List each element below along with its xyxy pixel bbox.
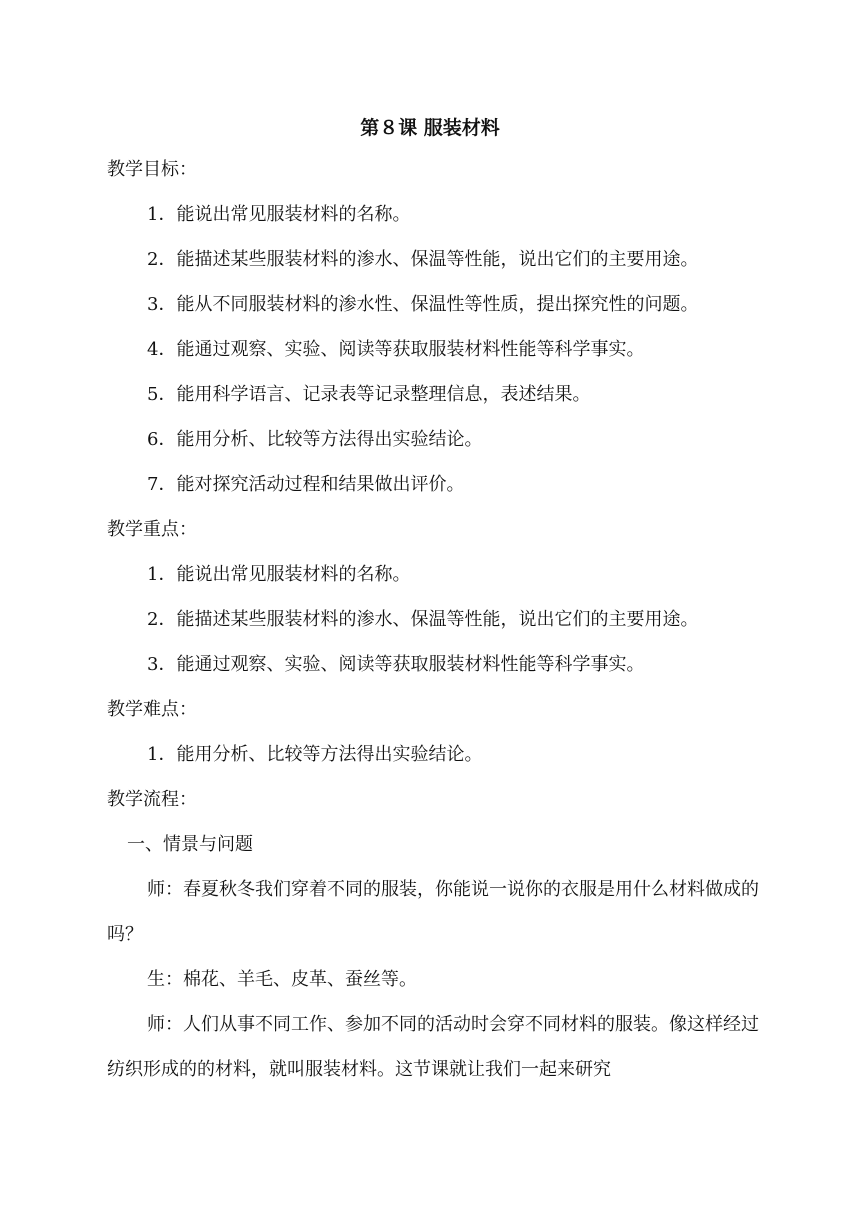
process-section-title: 一、情景与问题 [127,834,253,855]
dialogue-paragraph: 师：春夏秋冬我们穿着不同的服装，你能说一说你的衣服是用什么材料做成的吗？ [107,879,759,945]
dialogue-paragraph: 生：棉花、羊毛、皮革、蚕丝等。 [147,969,417,990]
process-heading: 教学流程： [107,789,197,810]
key-points-heading: 教学重点： [107,519,197,540]
lesson-title: 第８课 服装材料 [360,117,500,139]
objective-item: 3．能从不同服装材料的渗水性、保温性等性质，提出探究性的问题。 [147,294,699,315]
key-point-item: 1．能说出常见服装材料的名称。 [147,564,411,585]
key-point-item: 3．能通过观察、实验、阅读等获取服装材料性能等科学事实。 [147,654,645,675]
difficult-point-item: 1．能用分析、比较等方法得出实验结论。 [147,744,483,765]
objective-item: 4．能通过观察、实验、阅读等获取服装材料性能等科学事实。 [147,339,645,360]
objective-item: 7．能对探究活动过程和结果做出评价。 [147,474,465,495]
dialogue-paragraph: 师：人们从事不同工作、参加不同的活动时会穿不同材料的服装。像这样经过纺织形成的的材料，就叫服装材料。这节课就让我们一起来研究 [107,1014,759,1080]
key-point-item: 2．能描述某些服装材料的渗水、保温等性能，说出它们的主要用途。 [147,609,699,630]
document-body [107,147,763,1092]
objective-item: 2．能描述某些服装材料的渗水、保温等性能，说出它们的主要用途。 [147,249,699,270]
objective-item: 1．能说出常见服装材料的名称。 [147,204,411,225]
objectives-heading: 教学目标： [107,159,197,180]
objective-item: 5．能用科学语言、记录表等记录整理信息，表述结果。 [147,384,591,405]
difficult-points-heading: 教学难点： [107,699,197,720]
objective-item: 6．能用分析、比较等方法得出实验结论。 [147,429,483,450]
